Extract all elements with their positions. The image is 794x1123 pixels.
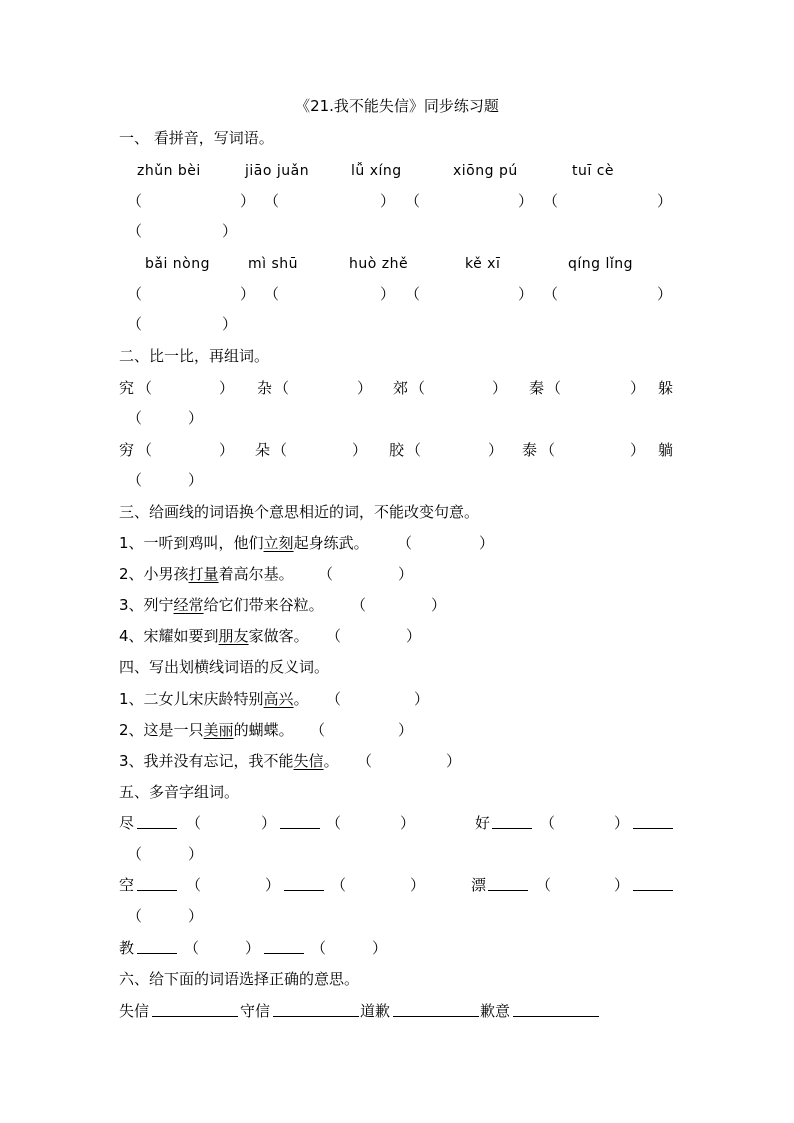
answer-paren-open: （ — [186, 814, 202, 832]
answer-paren-open: （ — [127, 471, 143, 489]
blank-line — [137, 813, 177, 829]
answer-paren-close: ） — [488, 441, 504, 459]
answer-paren-close: ） — [188, 471, 204, 489]
antonym-question-2: 2、这是一只美丽的蝴蝶。 — [119, 721, 294, 739]
answer-paren-close: ） — [357, 379, 373, 397]
answer-paren-open: （ — [311, 939, 327, 957]
blank-line — [280, 813, 320, 829]
compare-char: 胶 — [389, 441, 405, 459]
meaning-word: 守信 — [240, 1002, 271, 1020]
answer-paren-open: （ — [127, 409, 143, 427]
answer-paren-close: ） — [398, 721, 414, 739]
answer-paren-close: ） — [265, 876, 281, 894]
blank-line — [152, 1001, 238, 1017]
underlined-word: 高兴 — [263, 690, 294, 708]
pinyin-9: kě xī — [465, 256, 501, 272]
blank-line — [492, 813, 532, 829]
answer-paren-open: （ — [127, 315, 143, 333]
blank-line — [273, 1001, 359, 1017]
answer-paren-close: ） — [614, 814, 630, 832]
answer-paren-close: ） — [630, 379, 646, 397]
pinyin-3: lǚ xíng — [351, 163, 402, 179]
answer-paren-open: （ — [127, 845, 143, 863]
answer-paren-open: （ — [264, 192, 280, 210]
answer-paren-open: （ — [326, 627, 342, 645]
blank-line — [488, 875, 528, 891]
blank-line — [393, 1001, 479, 1017]
blank-line — [513, 1001, 599, 1017]
answer-paren-close: ） — [410, 876, 426, 894]
polyphone-char: 漂 — [471, 876, 487, 894]
answer-paren-close: ） — [657, 285, 673, 303]
answer-paren-close: ） — [400, 814, 416, 832]
answer-paren-close: ） — [240, 192, 256, 210]
antonym-question-3: 3、我并没有忘记，我不能失信。 — [119, 752, 339, 770]
answer-paren-close: ） — [518, 285, 534, 303]
polyphone-char: 好 — [475, 814, 491, 832]
answer-paren-close: ） — [245, 939, 261, 957]
answer-paren-close: ） — [188, 907, 204, 925]
answer-paren-close: ） — [492, 379, 508, 397]
answer-paren-open: （ — [326, 690, 342, 708]
answer-paren-close: ） — [630, 441, 646, 459]
answer-paren-close: ） — [380, 285, 396, 303]
answer-paren-close: ） — [240, 285, 256, 303]
meaning-word: 道歉 — [360, 1002, 391, 1020]
meaning-word: 歉意 — [480, 1002, 511, 1020]
pinyin-2: jiāo juǎn — [245, 163, 310, 179]
answer-paren-open: （ — [318, 565, 334, 583]
compare-char: 朵 — [255, 441, 271, 459]
answer-paren-open: （ — [127, 222, 143, 240]
page-title: 《21.我不能失信》同步练习题 — [295, 97, 499, 115]
answer-paren-close: ） — [188, 409, 204, 427]
answer-paren-open: （ — [326, 814, 342, 832]
synonym-question-3: 3、列宁经常给它们带来谷粒。 — [119, 596, 324, 614]
answer-paren-close: ） — [372, 939, 388, 957]
blank-line — [264, 938, 304, 954]
section-4-heading: 四、写出划横线词语的反义词。 — [119, 658, 330, 676]
answer-paren-open: （ — [137, 379, 153, 397]
underlined-word: 朋友 — [218, 627, 249, 645]
answer-paren-close: ） — [657, 192, 673, 210]
compare-char: 秦 — [529, 379, 545, 397]
pinyin-6: bǎi nòng — [145, 256, 211, 272]
answer-paren-open: （ — [405, 192, 421, 210]
antonym-question-1: 1、二女儿宋庆龄特别高兴。 — [119, 690, 309, 708]
answer-paren-close: ） — [614, 876, 630, 894]
section-3-heading: 三、给画线的词语换个意思相近的词，不能改变句意。 — [119, 503, 480, 521]
answer-paren-open: （ — [540, 441, 556, 459]
section-6-heading: 六、给下面的词语选择正确的意思。 — [119, 970, 360, 988]
underlined-word: 失信 — [293, 752, 324, 770]
answer-paren-close: ） — [479, 534, 495, 552]
pinyin-7: mì shū — [248, 256, 299, 272]
answer-paren-open: （ — [540, 814, 556, 832]
answer-paren-close: ） — [222, 222, 238, 240]
answer-paren-open: （ — [127, 907, 143, 925]
answer-paren-open: （ — [536, 876, 552, 894]
answer-paren-open: （ — [397, 534, 413, 552]
section-5-heading: 五、多音字组词。 — [119, 783, 240, 801]
pinyin-4: xiōng pú — [453, 163, 518, 179]
answer-paren-open: （ — [264, 285, 280, 303]
polyphone-char: 尽 — [119, 814, 135, 832]
compare-char: 穷 — [119, 441, 135, 459]
answer-paren-open: （ — [543, 192, 559, 210]
answer-paren-close: ） — [518, 192, 534, 210]
answer-paren-close: ） — [406, 627, 422, 645]
pinyin-1: zhǔn bèi — [137, 163, 201, 179]
blank-line — [284, 875, 324, 891]
answer-paren-close: ） — [219, 441, 235, 459]
underlined-word: 打量 — [188, 565, 219, 583]
answer-paren-open: （ — [331, 876, 347, 894]
compare-char: 究 — [119, 379, 135, 397]
meaning-word: 失信 — [119, 1002, 150, 1020]
compare-char: 郊 — [393, 379, 409, 397]
underlined-word: 经常 — [173, 596, 204, 614]
answer-paren-close: ） — [431, 596, 447, 614]
answer-paren-close: ） — [219, 379, 235, 397]
compare-char: 躲 — [658, 379, 674, 397]
polyphone-char: 空 — [119, 876, 135, 894]
pinyin-8: huò zhě — [349, 256, 409, 272]
synonym-question-1: 1、一听到鸡叫，他们立刻起身练武。 — [119, 534, 369, 552]
answer-paren-open: （ — [272, 441, 288, 459]
answer-paren-open: （ — [351, 596, 367, 614]
answer-paren-open: （ — [127, 285, 143, 303]
answer-paren-open: （ — [186, 876, 202, 894]
answer-paren-open: （ — [127, 192, 143, 210]
answer-paren-open: （ — [274, 379, 290, 397]
answer-paren-close: ） — [380, 192, 396, 210]
answer-paren-open: （ — [543, 285, 559, 303]
pinyin-10: qíng lǐng — [568, 256, 634, 272]
blank-line — [633, 813, 673, 829]
underlined-word: 美丽 — [203, 721, 234, 739]
blank-line — [137, 938, 177, 954]
answer-paren-open: （ — [406, 441, 422, 459]
answer-paren-open: （ — [410, 379, 426, 397]
answer-paren-close: ） — [188, 845, 204, 863]
blank-line — [137, 875, 177, 891]
answer-paren-open: （ — [310, 721, 326, 739]
answer-paren-open: （ — [405, 285, 421, 303]
pinyin-5: tuī cè — [572, 163, 615, 179]
answer-paren-close: ） — [261, 814, 277, 832]
answer-paren-close: ） — [222, 315, 238, 333]
polyphone-char: 教 — [119, 939, 135, 957]
answer-paren-close: ） — [446, 752, 462, 770]
synonym-question-4: 4、宋耀如要到朋友家做客。 — [119, 627, 309, 645]
answer-paren-close: ） — [398, 565, 414, 583]
answer-paren-open: （ — [546, 379, 562, 397]
compare-char: 躺 — [658, 441, 674, 459]
blank-line — [633, 875, 673, 891]
answer-paren-close: ） — [414, 690, 430, 708]
section-2-heading: 二、比一比，再组词。 — [119, 347, 270, 365]
answer-paren-open: （ — [137, 441, 153, 459]
section-1-heading: 一、 看拼音，写词语。 — [119, 129, 274, 147]
answer-paren-close: ） — [352, 441, 368, 459]
underlined-word: 立刻 — [263, 534, 294, 552]
synonym-question-2: 2、小男孩打量着高尔基。 — [119, 565, 294, 583]
answer-paren-open: （ — [357, 752, 373, 770]
compare-char: 杂 — [257, 379, 273, 397]
answer-paren-open: （ — [184, 939, 200, 957]
compare-char: 泰 — [522, 441, 538, 459]
